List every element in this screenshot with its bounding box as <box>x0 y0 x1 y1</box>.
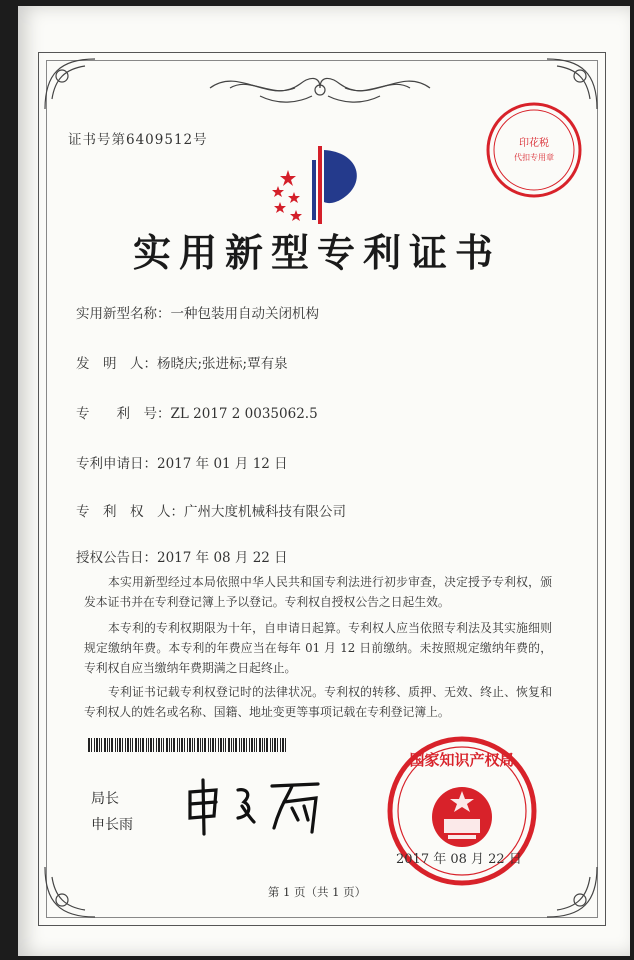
field-inventor <box>76 352 288 372</box>
barcode-bar <box>208 738 209 752</box>
barcode-bar <box>96 738 98 752</box>
certificate-title: 实用新型专利证书 <box>132 230 501 275</box>
barcode-bar <box>169 738 170 752</box>
barcode-bar <box>117 738 118 752</box>
field-value: 广州大度机械科技有限公司 <box>184 504 346 520</box>
barcode-bar <box>140 738 141 752</box>
barcode-bar <box>119 738 121 752</box>
barcode-bar <box>270 738 271 752</box>
barcode-bar <box>181 738 183 752</box>
barcode-bar <box>104 738 106 752</box>
barcode-bar <box>101 738 102 752</box>
barcode-bar <box>163 738 164 752</box>
barcode-bar <box>94 738 95 752</box>
top-ornament-icon <box>200 66 440 110</box>
barcode-bar <box>99 738 100 752</box>
barcode-bar <box>179 738 180 752</box>
barcode-bar <box>241 738 242 752</box>
field-label: 发 明 人： <box>76 356 157 372</box>
barcode-bar <box>254 738 255 752</box>
barcode-bar <box>272 738 273 752</box>
barcode-bar <box>285 738 286 752</box>
barcode-bar <box>264 738 265 752</box>
barcode-bar <box>210 738 211 752</box>
page-number: 第 1 页（共 1 页） <box>267 885 367 899</box>
barcode-bar <box>127 738 129 752</box>
barcode-bar <box>150 738 152 752</box>
svg-text:国家知识产权局: 国家知识产权局 <box>409 751 515 769</box>
cnipa-logo-icon <box>266 140 376 230</box>
barcode-bar <box>146 738 147 752</box>
barcode-bar <box>212 738 214 752</box>
barcode-bar <box>249 738 250 752</box>
field-label: 实用新型名称： <box>76 306 171 322</box>
barcode-bar <box>262 738 263 752</box>
barcode-bar <box>259 738 261 752</box>
barcode-bar <box>266 738 268 752</box>
barcode-bar <box>109 738 110 752</box>
paragraph-term: 本专利的专利权期限为十年，自申请日起算。专利权人应当依照专利法及其实施细则规定缴纳年费。本专利的年费应当在每年 01 月 12 日前缴纳。未按照规定缴纳年费的，专利权自应当缴纳年费期满之日起终止。 <box>84 621 552 675</box>
svg-text:代扣专用章: 代扣专用章 <box>514 153 554 162</box>
barcode-icon <box>88 738 288 752</box>
barcode-bar <box>194 738 195 752</box>
field-patentee <box>76 500 346 520</box>
barcode-bar <box>91 738 92 752</box>
barcode-bar <box>111 738 113 752</box>
field-utility-model-name <box>76 302 319 322</box>
signatory-name: 申长雨 <box>91 817 133 833</box>
barcode-bar <box>88 738 90 752</box>
barcode-bar <box>187 738 188 752</box>
field-value: ZL 2017 2 0035062.5 <box>170 406 318 422</box>
barcode-bar <box>274 738 276 752</box>
field-value: 一种包装用自动关闭机构 <box>170 306 319 322</box>
barcode-bar <box>280 738 281 752</box>
barcode-bar <box>158 738 160 752</box>
barcode-bar <box>202 738 203 752</box>
barcode-bar <box>148 738 149 752</box>
field-patent-number <box>76 402 318 422</box>
barcode-bar <box>192 738 193 752</box>
field-value: 杨晓庆;张进标;覃有泉 <box>157 356 288 372</box>
barcode-bar <box>239 738 240 752</box>
barcode-bar <box>223 738 224 752</box>
barcode-bar <box>153 738 154 752</box>
barcode-bar <box>231 738 232 752</box>
barcode-bar <box>204 738 206 752</box>
barcode-bar <box>243 738 245 752</box>
paragraph-grant: 本实用新型经过本局依照中华人民共和国专利法进行初步审查，决定授予专利权，颁发本证书并在专利登记簿上予以登记。专利权自授权公告之日起生效。 <box>84 575 552 609</box>
barcode-bar <box>177 738 178 752</box>
barcode-bar <box>277 738 278 752</box>
barcode-bar <box>171 738 172 752</box>
signatory-title: 局长 <box>91 791 119 807</box>
barcode-bar <box>228 738 230 752</box>
barcode-bar <box>189 738 191 752</box>
barcode-bar <box>107 738 108 752</box>
barcode-bar <box>122 738 123 752</box>
field-label: 授权公告日： <box>76 550 157 566</box>
barcode-bar <box>197 738 199 752</box>
barcode-bar <box>256 738 257 752</box>
field-value: 2017 年 01 月 12 日 <box>157 456 288 472</box>
field-grant-date <box>76 546 288 566</box>
corner-ornament-tl-icon <box>40 54 100 114</box>
handwritten-signature-icon <box>180 772 330 840</box>
barcode-bar <box>125 738 126 752</box>
barcode-bar <box>225 738 226 752</box>
barcode-bar <box>161 738 162 752</box>
barcode-bar <box>135 738 137 752</box>
barcode-bar <box>233 738 234 752</box>
barcode-bar <box>218 738 219 752</box>
certificate-number: 证书号第6409512号 <box>68 132 208 148</box>
barcode-bar <box>173 738 175 752</box>
barcode-bar <box>220 738 222 752</box>
field-label: 专 利 权 人： <box>76 504 184 520</box>
field-label: 专 利 号： <box>76 406 171 422</box>
barcode-bar <box>184 738 185 752</box>
barcode-bar <box>200 738 201 752</box>
field-application-date <box>76 452 288 472</box>
field-value: 2017 年 08 月 22 日 <box>157 550 288 566</box>
barcode-bar <box>115 738 116 752</box>
barcode-bar <box>251 738 253 752</box>
barcode-bar <box>166 738 168 752</box>
barcode-bar <box>142 738 144 752</box>
barcode-bar <box>130 738 131 752</box>
barcode-bar <box>235 738 237 752</box>
barcode-bar <box>215 738 216 752</box>
field-label: 专利申请日： <box>76 456 157 472</box>
svg-text:印花税: 印花税 <box>519 138 549 149</box>
barcode-bar <box>138 738 139 752</box>
barcode-bar <box>156 738 157 752</box>
tax-stamp-icon <box>484 100 584 200</box>
barcode-bar <box>246 738 247 752</box>
barcode-bar <box>132 738 133 752</box>
paragraph-legal-status: 专利证书记载专利权登记时的法律状况。专利权的转移、质押、无效、终止、恢复和专利权人的姓名或名称、国籍、地址变更等事项记载在专利登记簿上。 <box>84 685 552 719</box>
issue-date: 2017 年 08 月 22 日 <box>396 852 522 867</box>
barcode-bar <box>282 738 284 752</box>
